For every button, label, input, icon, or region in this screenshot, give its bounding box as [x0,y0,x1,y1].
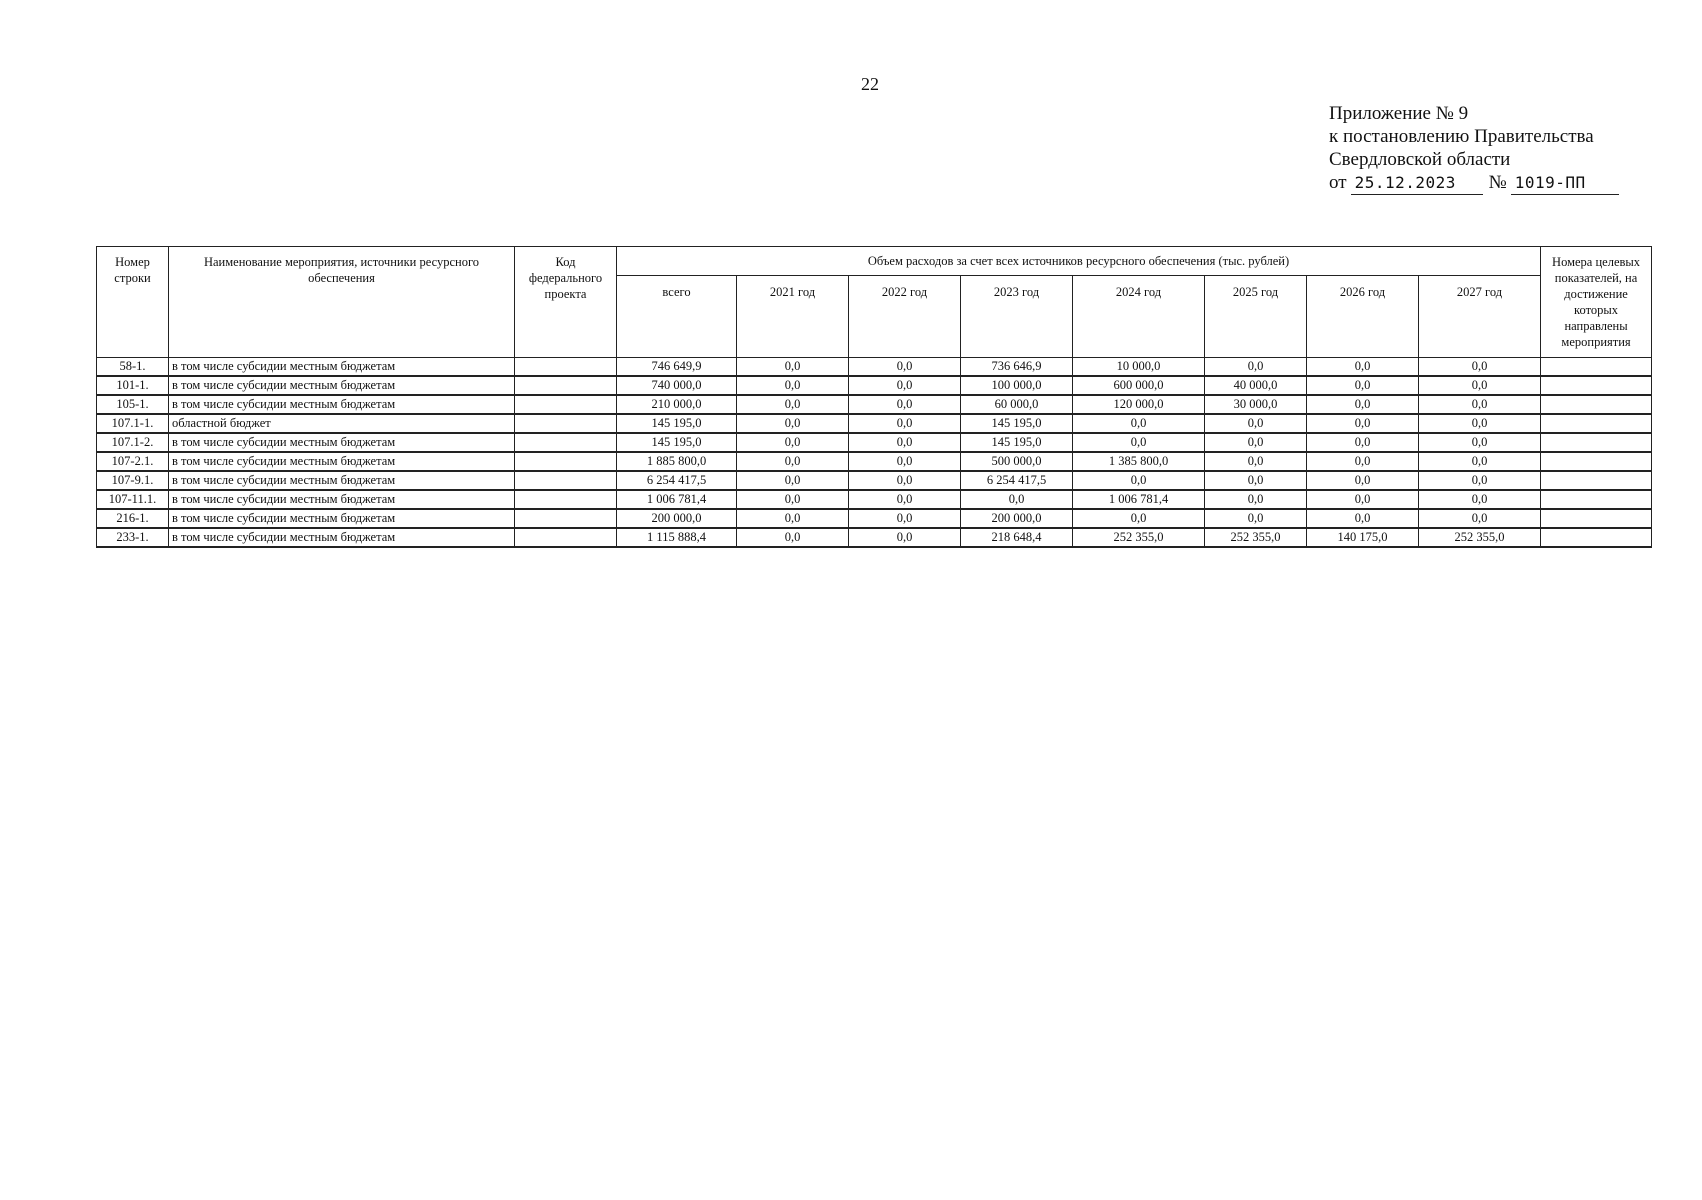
row-2022-cell: 0,0 [849,433,961,452]
row-number-cell: 216-1. [97,509,169,528]
row-2021-cell: 0,0 [737,358,849,377]
row-2026-cell: 0,0 [1307,471,1419,490]
row-2025-cell: 0,0 [1205,509,1307,528]
row-2023-cell: 6 254 417,5 [961,471,1073,490]
row-2027-cell: 0,0 [1419,490,1541,509]
row-2024-cell: 10 000,0 [1073,358,1205,377]
row-name-cell: в том числе субсидии местным бюджетам [169,376,515,395]
table-row [97,471,1652,490]
resolution-date: 25.12.2023 [1351,171,1483,195]
row-number-cell: 107-2.1. [97,452,169,471]
row-2025-cell: 0,0 [1205,414,1307,433]
row-total-cell: 1 115 888,4 [617,528,737,547]
row-2026-cell: 0,0 [1307,358,1419,377]
row-code-cell [515,358,617,377]
header-expenses-group: Объем расходов за счет всех источников ресурсного обеспечения (тыс. рублей) [617,247,1541,276]
row-indicators-cell [1541,433,1652,452]
row-indicators-cell [1541,471,1652,490]
row-indicators-cell [1541,358,1652,377]
row-total-cell: 210 000,0 [617,395,737,414]
row-number-cell: 105-1. [97,395,169,414]
appendix-region: Свердловской области [1329,149,1511,170]
header-2024: 2024 год [1073,276,1205,358]
row-2024-cell: 120 000,0 [1073,395,1205,414]
row-2021-cell: 0,0 [737,452,849,471]
row-total-cell: 145 195,0 [617,433,737,452]
row-2027-cell: 0,0 [1419,452,1541,471]
row-2022-cell: 0,0 [849,414,961,433]
header-2022: 2022 год [849,276,961,358]
table-row [97,509,1652,528]
header-2021: 2021 год [737,276,849,358]
row-2025-cell: 30 000,0 [1205,395,1307,414]
row-indicators-cell [1541,395,1652,414]
row-name-cell: в том числе субсидии местным бюджетам [169,471,515,490]
header-2023: 2023 год [961,276,1073,358]
row-2022-cell: 0,0 [849,471,961,490]
row-2023-cell: 145 195,0 [961,414,1073,433]
number-prefix: № [1488,172,1507,193]
row-code-cell [515,433,617,452]
row-2022-cell: 0,0 [849,358,961,377]
row-2022-cell: 0,0 [849,376,961,395]
row-2022-cell: 0,0 [849,490,961,509]
row-2026-cell: 0,0 [1307,433,1419,452]
table-row [97,358,1652,377]
row-code-cell [515,509,617,528]
row-2027-cell: 0,0 [1419,509,1541,528]
row-2022-cell: 0,0 [849,528,961,547]
row-code-cell [515,471,617,490]
table-row [97,414,1652,433]
row-indicators-cell [1541,414,1652,433]
table-row [97,433,1652,452]
table-row [97,528,1652,547]
row-2027-cell: 252 355,0 [1419,528,1541,547]
row-total-cell: 1 006 781,4 [617,490,737,509]
row-number-cell: 58-1. [97,358,169,377]
appendix-header [1329,102,1619,195]
row-indicators-cell [1541,528,1652,547]
row-name-cell: в том числе субсидии местным бюджетам [169,395,515,414]
header-2026: 2026 год [1307,276,1419,358]
row-number-cell: 101-1. [97,376,169,395]
row-name-cell: в том числе субсидии местным бюджетам [169,358,515,377]
row-2026-cell: 140 175,0 [1307,528,1419,547]
row-2021-cell: 0,0 [737,490,849,509]
row-name-cell: в том числе субсидии местным бюджетам [169,509,515,528]
row-2023-cell: 60 000,0 [961,395,1073,414]
row-2025-cell: 0,0 [1205,452,1307,471]
table-row [97,452,1652,471]
row-2023-cell: 218 648,4 [961,528,1073,547]
row-2023-cell: 200 000,0 [961,509,1073,528]
row-2026-cell: 0,0 [1307,509,1419,528]
row-2024-cell: 0,0 [1073,433,1205,452]
expenses-table [96,246,1652,548]
row-total-cell: 6 254 417,5 [617,471,737,490]
header-indicators: Номера целевых показателей, на достижение которых направлены мероприятия [1541,247,1652,358]
row-code-cell [515,376,617,395]
row-2027-cell: 0,0 [1419,395,1541,414]
row-2027-cell: 0,0 [1419,376,1541,395]
row-2021-cell: 0,0 [737,395,849,414]
row-2025-cell: 252 355,0 [1205,528,1307,547]
resolution-number: 1019-ПП [1511,171,1619,195]
row-number-cell: 107-11.1. [97,490,169,509]
row-2023-cell: 736 646,9 [961,358,1073,377]
row-2025-cell: 0,0 [1205,433,1307,452]
row-code-cell [515,414,617,433]
table-body [97,358,1652,548]
row-2023-cell: 145 195,0 [961,433,1073,452]
page-number: 22 [861,74,879,94]
header-total: всего [617,276,737,358]
row-indicators-cell [1541,376,1652,395]
row-name-cell: в том числе субсидии местным бюджетам [169,528,515,547]
appendix-date-number [1329,171,1619,195]
row-2024-cell: 1 006 781,4 [1073,490,1205,509]
row-name-cell: областной бюджет [169,414,515,433]
row-number-cell: 233-1. [97,528,169,547]
row-indicators-cell [1541,452,1652,471]
header-2027: 2027 год [1419,276,1541,358]
row-name-cell: в том числе субсидии местным бюджетам [169,490,515,509]
row-total-cell: 746 649,9 [617,358,737,377]
row-2022-cell: 0,0 [849,395,961,414]
row-2024-cell: 1 385 800,0 [1073,452,1205,471]
row-2027-cell: 0,0 [1419,358,1541,377]
row-code-cell [515,395,617,414]
row-2026-cell: 0,0 [1307,376,1419,395]
table-row [97,395,1652,414]
row-2024-cell: 0,0 [1073,509,1205,528]
row-total-cell: 200 000,0 [617,509,737,528]
appendix-title: Приложение № 9 [1329,103,1469,124]
row-2024-cell: 600 000,0 [1073,376,1205,395]
header-row-group [97,247,1652,276]
row-2024-cell: 0,0 [1073,414,1205,433]
appendix-resolution: к постановлению Правительства [1329,126,1594,147]
row-2025-cell: 0,0 [1205,358,1307,377]
row-code-cell [515,528,617,547]
row-2021-cell: 0,0 [737,471,849,490]
row-2023-cell: 0,0 [961,490,1073,509]
header-2025: 2025 год [1205,276,1307,358]
header-row-number: Номер строки [97,247,169,358]
row-number-cell: 107-9.1. [97,471,169,490]
row-2021-cell: 0,0 [737,528,849,547]
row-2024-cell: 0,0 [1073,471,1205,490]
table-row [97,376,1652,395]
row-2021-cell: 0,0 [737,376,849,395]
row-2023-cell: 500 000,0 [961,452,1073,471]
row-2026-cell: 0,0 [1307,414,1419,433]
row-total-cell: 145 195,0 [617,414,737,433]
row-name-cell: в том числе субсидии местным бюджетам [169,452,515,471]
row-code-cell [515,452,617,471]
row-2027-cell: 0,0 [1419,433,1541,452]
row-2022-cell: 0,0 [849,452,961,471]
row-indicators-cell [1541,509,1652,528]
row-2027-cell: 0,0 [1419,471,1541,490]
row-2025-cell: 40 000,0 [1205,376,1307,395]
row-2025-cell: 0,0 [1205,490,1307,509]
row-2021-cell: 0,0 [737,433,849,452]
header-name: Наименование мероприятия, источники ресурсного обеспечения [169,247,515,358]
row-2026-cell: 0,0 [1307,395,1419,414]
row-2027-cell: 0,0 [1419,414,1541,433]
row-2026-cell: 0,0 [1307,452,1419,471]
row-2023-cell: 100 000,0 [961,376,1073,395]
row-2021-cell: 0,0 [737,509,849,528]
row-number-cell: 107.1-2. [97,433,169,452]
header-code: Код федерального проекта [515,247,617,358]
row-number-cell: 107.1-1. [97,414,169,433]
row-2022-cell: 0,0 [849,509,961,528]
row-indicators-cell [1541,490,1652,509]
row-total-cell: 740 000,0 [617,376,737,395]
row-code-cell [515,490,617,509]
row-name-cell: в том числе субсидии местным бюджетам [169,433,515,452]
row-2021-cell: 0,0 [737,414,849,433]
date-prefix: от [1329,172,1347,193]
row-total-cell: 1 885 800,0 [617,452,737,471]
row-2024-cell: 252 355,0 [1073,528,1205,547]
row-2026-cell: 0,0 [1307,490,1419,509]
row-2025-cell: 0,0 [1205,471,1307,490]
table-row [97,490,1652,509]
